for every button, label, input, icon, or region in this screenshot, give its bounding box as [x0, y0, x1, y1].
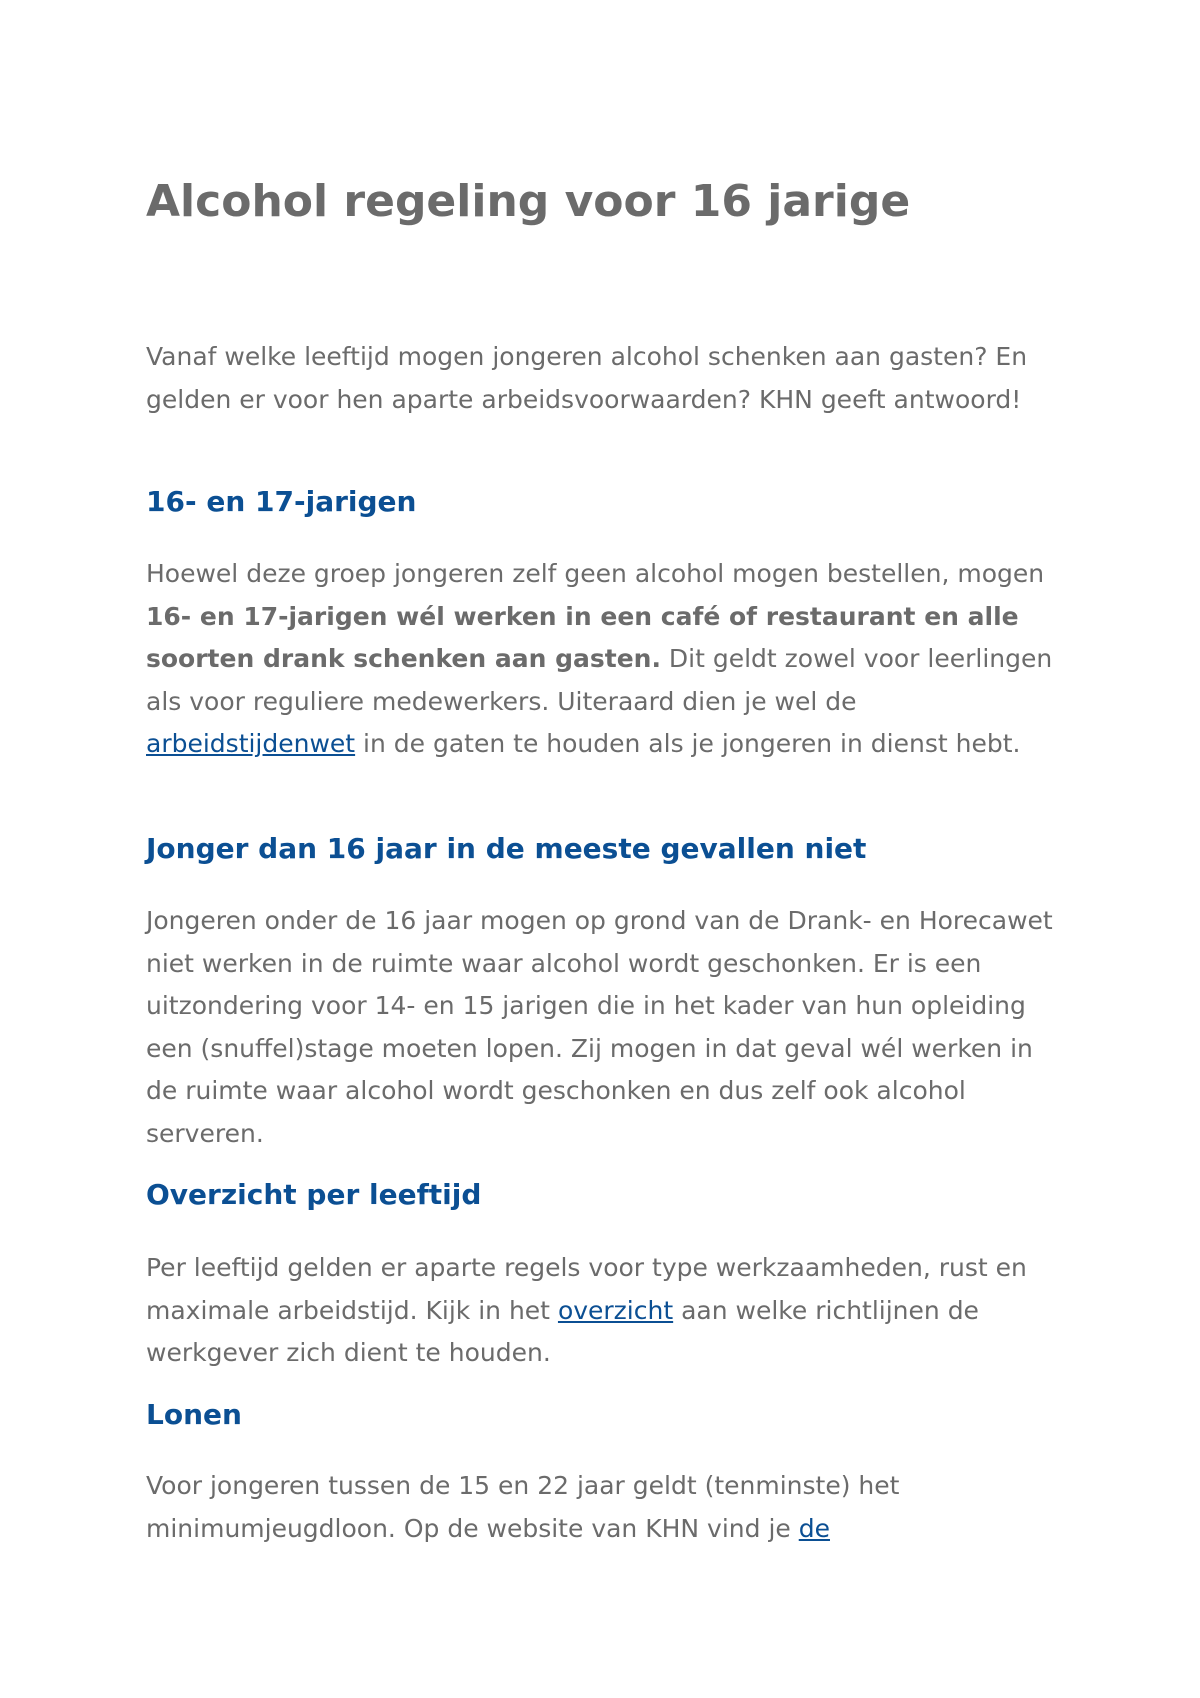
intro-paragraph: Vanaf welke leeftijd mogen jongeren alcohol schenken aan gasten? En gelden er voor hen aparte arbeidsvoorwaarden? KHN geeft antwoord!: [146, 342, 1028, 414]
de-link[interactable]: de: [798, 1513, 830, 1543]
section-heading-lonen: Lonen: [146, 1398, 242, 1431]
paragraph-text: Per leeftijd gelden er aparte regels voor type werkzaamheden, rust en maximale arbeidstijd. Kijk in het: [146, 1253, 1027, 1325]
paragraph-bold-text: 16- en 17-jarigen wél werken in een café of restaurant en alle soorten drank schenken aan gasten.: [146, 601, 1019, 673]
paragraph-text: Hoewel deze groep jongeren zelf geen alcohol mogen bestellen, mogen: [146, 559, 1045, 588]
paragraph-text: Dit geldt zowel voor leerlingen als voor reguliere medewerkers. Uiteraard dien je wel de: [146, 644, 1053, 716]
section-heading-16-17-jarigen: 16- en 17-jarigen: [146, 485, 417, 518]
section-heading-jonger-dan-16: Jonger dan 16 jaar in de meeste gevallen niet: [146, 832, 867, 865]
paragraph-text: aan welke richtlijnen de werkgever zich dient te houden.: [146, 1295, 979, 1367]
document-title: Alcohol regeling voor 16 jarige: [146, 176, 911, 227]
section-paragraph-jonger-dan-16: Jongeren onder de 16 jaar mogen op grond van de Drank- en Horecawet niet werken in de ruimte waar alcohol wordt geschonken. Er is een uitzondering voor 14- en 15 jarigen die in het kader van hun opleiding een (snuffel)stage moeten lopen. Zij mogen in dat geval wél werken in de ruimte waar alcohol wordt geschonken en dus zelf ook alcohol serveren.: [146, 906, 1053, 1148]
overzicht-link[interactable]: overzicht: [557, 1295, 674, 1325]
paragraph-text: Voor jongeren tussen de 15 en 22 jaar geldt (tenminste) het minimumjeugdloon. Op de website van KHN vind je: [146, 1471, 900, 1543]
section-paragraph-overzicht: [146, 1247, 1066, 1375]
section-paragraph-lonen: [146, 1465, 1066, 1550]
paragraph-text: in de gaten te houden als je jongeren in dienst hebt.: [355, 729, 1021, 758]
section-heading-overzicht: Overzicht per leeftijd: [146, 1178, 482, 1211]
section-paragraph-16-17-jarigen: [146, 553, 1066, 766]
arbeidstijdenwet-link[interactable]: arbeidstijdenwet: [146, 729, 356, 758]
